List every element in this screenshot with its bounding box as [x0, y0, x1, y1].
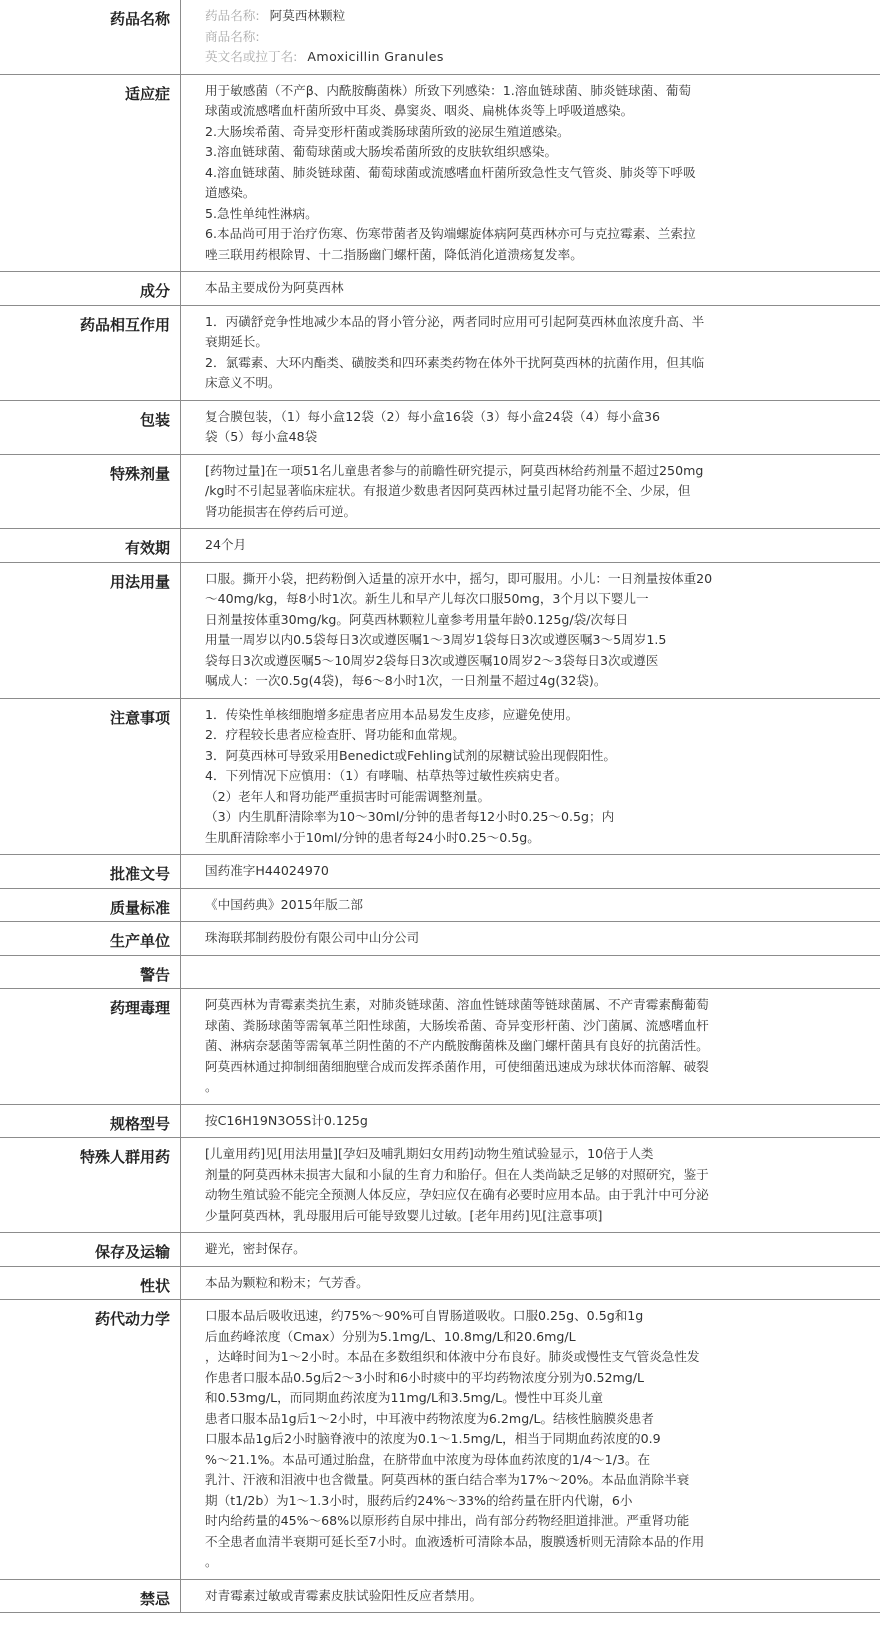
value-line: [儿童用药]见[用法用量][孕妇及哺乳期妇女用药]动物生殖试验显示，10倍于人类 — [205, 1146, 654, 1161]
value-line: 4.溶血链球菌、肺炎链球菌、葡萄球菌或流感嗜血杆菌所致急性支气管炎、肺炎等下呼吸 — [205, 164, 696, 180]
value-line: %～21.1%。本品可通过胎盘，在脐带血中浓度为母体血药浓度的1/4～1/3。在 — [205, 1451, 651, 1467]
value-line: 少量阿莫西林，乳母服用后可能导致婴儿过敏。[老年用药]见[注意事项] — [205, 1207, 603, 1223]
value-line: 期（t1/2b）为1～1.3小时，服药后约24%～33%的给药量在肝内代谢，6小 — [205, 1492, 633, 1508]
info-row — [0, 1266, 880, 1300]
value-line: 后血药峰浓度（Cmax）分别为5.1mg/L、10.8mg/L和20.6mg/L — [205, 1328, 576, 1344]
info-row — [0, 698, 880, 855]
value-line: 不全患者血清半衰期可延长至7小时。血液透析可清除本品，腹膜透析则无清除本品的作用 — [205, 1533, 705, 1549]
row-label: 有效期 — [0, 529, 181, 563]
row-label: 药品名称 — [0, 0, 181, 74]
row-value — [181, 922, 880, 956]
info-row — [0, 955, 880, 989]
value-line: 口服本品后吸收迅速，约75%～90%可自胃肠道吸收。口服0.25g、0.5g和1g — [205, 1308, 644, 1323]
value-line: 用于敏感菌（不产β、内酰胺酶菌株）所致下列感染：1.溶血链球菌、肺炎链球菌、葡萄 — [205, 82, 692, 98]
value-line: 本品主要成份为阿莫西林 — [205, 280, 344, 295]
row-label: 药理毒理 — [0, 989, 181, 1105]
info-row — [0, 855, 880, 889]
row-label: 质量标准 — [0, 888, 181, 922]
row-value — [181, 888, 880, 922]
row-label: 规格型号 — [0, 1104, 181, 1138]
info-row — [0, 305, 880, 400]
value-line: 球菌或流感嗜血杆菌所致中耳炎、鼻窦炎、咽炎、扁桃体炎等上呼吸道感染。 — [205, 103, 634, 118]
row-value — [181, 529, 880, 563]
row-value — [181, 955, 880, 989]
value-line: 复合膜包装，（1）每小盒12袋（2）每小盒16袋（3）每小盒24袋（4）每小盒36 — [205, 408, 661, 424]
row-label: 注意事项 — [0, 698, 181, 855]
info-row — [0, 888, 880, 922]
row-value — [181, 1579, 880, 1613]
value-line: 袋每日3次或遵医嘱5～10周岁2袋每日3次或遵医嘱10周岁2～3袋每日3次或遵医 — [205, 652, 659, 668]
generic-name-label: 药品名称: — [205, 8, 260, 23]
row-label: 警告 — [0, 955, 181, 989]
value-line: 国药准字H44024970 — [205, 863, 329, 878]
row-value — [181, 855, 880, 889]
value-line: 避光，密封保存。 — [205, 1241, 306, 1256]
value-line: 口服本品1g后2小时脑脊液中的浓度为0.1～1.5mg/L，相当于同期血药浓度的0.9 — [205, 1431, 661, 1446]
value-line: 用量一周岁以内0.5袋每日3次或遵医嘱1～3周岁1袋每日3次或遵医嘱3～5周岁1.5 — [205, 632, 667, 647]
row-value — [181, 0, 880, 74]
row-value — [181, 698, 880, 855]
value-line: ，达峰时间为1～2小时。本品在多数组织和体液中分布良好。肺炎或慢性支气管炎急性发 — [205, 1349, 700, 1364]
info-row — [0, 74, 880, 272]
row-label: 特殊剂量 — [0, 454, 181, 529]
value-line: 口服。撕开小袋，把药粉倒入适量的凉开水中，摇匀，即可服用。小儿：一日剂量按体重20 — [205, 570, 713, 586]
trade-name-label: 商品名称: — [205, 28, 260, 44]
info-row — [0, 272, 880, 306]
row-value — [181, 562, 880, 698]
value-line: 《中国药典》2015年版二部 — [205, 896, 363, 912]
info-row — [0, 454, 880, 529]
value-line: 。 — [205, 1079, 218, 1094]
row-label: 禁忌 — [0, 1579, 181, 1613]
row-value — [181, 400, 880, 454]
value-line: 1．传染性单核细胞增多症患者应用本品易发生皮疹，应避免使用。 — [205, 706, 579, 722]
value-line: 。 — [205, 1554, 218, 1569]
english-name-line — [205, 47, 880, 68]
value-line: 生肌酐清除率小于10ml/分钟的患者每24小时0.25～0.5g。 — [205, 829, 540, 845]
row-label: 适应症 — [0, 74, 181, 272]
row-value — [181, 272, 880, 306]
value-line: 动物生殖试验不能完全预测人体反应，孕妇应仅在确有必要时应用本品。由于乳汁中可分泌 — [205, 1187, 709, 1202]
row-value — [181, 305, 880, 400]
info-row — [0, 529, 880, 563]
value-line: ～40mg/kg，每8小时1次。新生儿和早产儿每次口服50mg，3个月以下婴儿一 — [205, 591, 649, 606]
value-line: 3.溶血链球菌、葡萄球菌或大肠埃希菌所致的皮肤软组织感染。 — [205, 144, 558, 159]
info-row — [0, 1138, 880, 1233]
info-row — [0, 1104, 880, 1138]
row-value — [181, 1266, 880, 1300]
row-label: 用法用量 — [0, 562, 181, 698]
row-value — [181, 1138, 880, 1233]
row-value — [181, 1104, 880, 1138]
trade-name-line — [205, 27, 880, 48]
value-line: 唑三联用药根除胃、十二指肠幽门螺杆菌，降低消化道溃疡复发率。 — [205, 246, 583, 262]
info-row — [0, 1579, 880, 1613]
info-row — [0, 562, 880, 698]
value-line: 24个月 — [205, 537, 247, 552]
info-row — [0, 922, 880, 956]
value-line: 1．丙磺舒竞争性地减少本品的肾小管分泌，两者同时应用可引起阿莫西林血浓度升高、半 — [205, 313, 705, 329]
value-line: 床意义不明。 — [205, 375, 281, 390]
row-value — [181, 1233, 880, 1267]
english-name-label: 英文名或拉丁名: — [205, 49, 298, 64]
row-label: 性状 — [0, 1266, 181, 1300]
value-line: 日剂量按体重30mg/kg。阿莫西林颗粒儿童参考用量年龄0.125g/袋/次每日 — [205, 611, 629, 627]
value-line: 患者口服本品1g后1～2小时，中耳液中药物浓度为6.2mg/L。结核性脑膜炎患者 — [205, 1410, 654, 1426]
info-row — [0, 1300, 880, 1580]
value-line: 本品为颗粒和粉末；气芳香。 — [205, 1274, 369, 1290]
value-line: 阿莫西林通过抑制细菌细胞壁合成而发挥杀菌作用，可使细菌迅速成为球状体而溶解、破裂 — [205, 1058, 709, 1074]
row-label: 保存及运输 — [0, 1233, 181, 1267]
value-line: （2）老年人和肾功能严重损害时可能需调整剂量。 — [205, 788, 491, 804]
english-name-value: Amoxicillin Granules — [307, 49, 444, 64]
value-line: 乳汁、汗液和泪液中也含微量。阿莫西林的蛋白结合率为17%～20%。本品血消除半衰 — [205, 1472, 690, 1487]
value-line: 衰期延长。 — [205, 334, 268, 349]
value-line: 和0.53mg/L，而同期血药浓度为11mg/L和3.5mg/L。慢性中耳炎儿童 — [205, 1390, 603, 1405]
row-label: 药品相互作用 — [0, 305, 181, 400]
value-line: 菌、淋病奈瑟菌等需氧革兰阴性菌的不产内酰胺酶菌株及幽门螺杆菌具有良好的抗菌活性。 — [205, 1038, 709, 1053]
value-line: 肾功能损害在停药后可逆。 — [205, 503, 357, 519]
generic-name-line — [205, 6, 880, 27]
value-line: 2.大肠埃希菌、奇异变形杆菌或粪肠球菌所致的泌尿生殖道感染。 — [205, 123, 570, 139]
value-line: 嘱成人：一次0.5g(4袋)，每6～8小时1次，一日剂量不超过4g(32袋)。 — [205, 673, 607, 688]
value-line: /kg时不引起显著临床症状。有报道少数患者因阿莫西林过量引起肾功能不全、少尿，但 — [205, 483, 691, 498]
row-label: 批准文号 — [0, 855, 181, 889]
row-label: 成分 — [0, 272, 181, 306]
value-line: 珠海联邦制药股份有限公司中山分公司 — [205, 930, 420, 945]
value-line: 对青霉素过敏或青霉素皮肤试验阳性反应者禁用。 — [205, 1587, 483, 1603]
value-line: 4．下列情况下应慎用：（1）有哮喘、枯草热等过敏性疾病史者。 — [205, 768, 568, 783]
row-drug-name — [0, 0, 880, 74]
value-line: 时内给药量的45%～68%以原形药自尿中排出，尚有部分药物经胆道排泄。严重肾功能 — [205, 1513, 690, 1528]
value-line: 作患者口服本品0.5g后2～3小时和6小时痰中的平均药物浓度分别为0.52mg/L — [205, 1369, 645, 1385]
value-line: [药物过量]在一项51名儿童患者参与的前瞻性研究提示，阿莫西林给药剂量不超过250mg — [205, 462, 704, 478]
row-label: 包装 — [0, 400, 181, 454]
value-line: 按C16H19N3O5S计0.125g — [205, 1112, 368, 1128]
row-value — [181, 989, 880, 1105]
row-label: 特殊人群用药 — [0, 1138, 181, 1233]
value-line: 剂量的阿莫西林未损害大鼠和小鼠的生育力和胎仔。但在人类尚缺乏足够的对照研究，鉴于 — [205, 1166, 709, 1182]
row-value — [181, 454, 880, 529]
info-row — [0, 989, 880, 1105]
value-line: 道感染。 — [205, 185, 256, 200]
value-line: 袋（5）每小盒48袋 — [205, 429, 318, 444]
row-value — [181, 1300, 880, 1580]
value-line: 阿莫西林为青霉素类抗生素，对肺炎链球菌、溶血性链球菌等链球菌属、不产青霉素酶葡萄 — [205, 997, 709, 1012]
value-line: （3）内生肌酐清除率为10～30ml/分钟的患者每12小时0.25～0.5g；内 — [205, 809, 615, 824]
row-value — [181, 74, 880, 272]
info-row — [0, 1233, 880, 1267]
value-line: 球菌、粪肠球菌等需氧革兰阳性球菌，大肠埃希菌、奇异变形杆菌、沙门菌属、流感嗜血杆 — [205, 1017, 709, 1033]
value-line: 2．氯霉素、大环内酯类、磺胺类和四环素类药物在体外干扰阿莫西林的抗菌作用，但其临 — [205, 354, 705, 370]
value-line: 6.本品尚可用于治疗伤寒、伤寒带菌者及钩端螺旋体病阿莫西林亦可与克拉霉素、兰索拉 — [205, 226, 696, 241]
row-label: 生产单位 — [0, 922, 181, 956]
row-label: 药代动力学 — [0, 1300, 181, 1580]
value-line: 2．疗程较长患者应检查肝、肾功能和血常规。 — [205, 727, 465, 742]
value-line — [205, 962, 880, 983]
generic-name-value: 阿莫西林颗粒 — [269, 8, 346, 23]
info-row — [0, 400, 880, 454]
value-line: 5.急性单纯性淋病。 — [205, 205, 318, 221]
value-line: 3．阿莫西林可导致采用Benedict或Fehling试剂的尿糖试验出现假阳性。 — [205, 747, 616, 763]
